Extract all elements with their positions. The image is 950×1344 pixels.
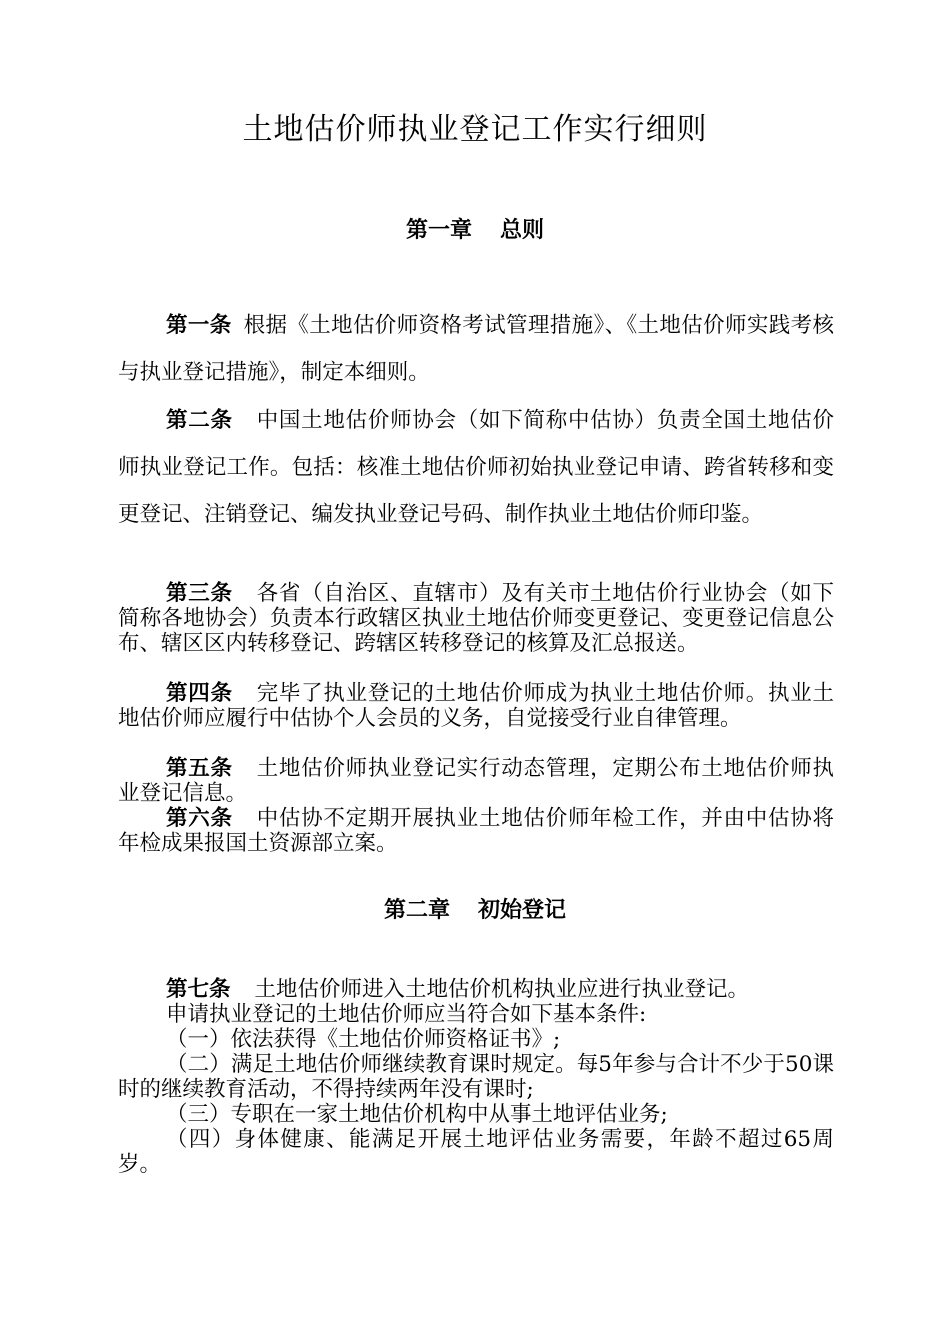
chapter-heading-2 xyxy=(0,894,950,926)
condition-item: （一）依法获得《土地估价师资格证书》; xyxy=(166,1027,561,1052)
article-label: 第六条 xyxy=(166,806,233,831)
condition-item: （三）专职在一家土地估价机构中从事土地评估业务; xyxy=(166,1102,668,1127)
chapter-number: 第一章 xyxy=(405,217,472,243)
article-text: 完毕了执业登记的土地估价师成为执业土地估价师。执业土地估价师应履行中估协个人会员的义务，自觉接受行业自律管理。 xyxy=(118,681,834,731)
article-4 xyxy=(118,681,834,731)
article-label: 第七条 xyxy=(166,977,231,1002)
chapter-name: 初始登记 xyxy=(478,897,567,923)
article-text: 中估协不定期开展执业土地估价师年检工作，并由中估协将年检成果报国土资源部立案。 xyxy=(118,806,834,856)
chapter-heading-1 xyxy=(0,214,950,246)
article-text: 土地估价师进入土地估价机构执业应进行执业登记。 xyxy=(254,977,750,1002)
article-2 xyxy=(118,397,834,538)
article-label: 第二条 xyxy=(166,408,233,433)
article-text: 中国土地估价师协会（如下简称中估协）负责全国土地估价师执业登记工作。包括：核准土地估价师初始执业登记申请、跨省转移和变更登记、注销登记、编发执业登记号码、制作执业土地估价师印鉴。 xyxy=(118,408,834,527)
condition-item: （二）满足土地估价师继续教育课时规定。每5年参与合计不少于50课时的继续教育活动，不得持续两年没有课时; xyxy=(118,1052,834,1102)
article-label: 第一条 xyxy=(166,313,232,338)
article-text: 土地估价师执业登记实行动态管理，定期公布土地估价师执业登记信息。 xyxy=(118,756,834,806)
article-5 xyxy=(118,756,834,806)
document-title: 土地估价师执业登记工作实行细则 xyxy=(242,112,708,147)
article-label: 第四条 xyxy=(166,681,233,706)
article-7 xyxy=(118,977,834,1177)
chapter-name: 总则 xyxy=(500,217,545,243)
article-6 xyxy=(118,806,834,856)
article-text: 各省（自治区、直辖市）及有关市土地估价行业协会（如下简称各地协会）负责本行政辖区执业土地估价师变更登记、变更登记信息公布、辖区区内转移登记、跨辖区转移登记的核算及汇总报送。 xyxy=(118,581,834,656)
article-1 xyxy=(118,302,834,396)
chapter-number: 第二章 xyxy=(383,897,450,923)
article-7-lead xyxy=(118,977,834,1002)
article-3 xyxy=(118,581,834,656)
article-label: 第五条 xyxy=(166,756,233,781)
article-text: 根据《土地估价师资格考试管理措施》、《土地估价师实践考核与执业登记措施》，制定本细则。 xyxy=(118,313,834,385)
condition-item: （四）身体健康、能满足开展土地评估业务需要，年龄不超过65周岁。 xyxy=(118,1127,834,1177)
article-label: 第三条 xyxy=(166,581,233,606)
article-7-intro: 申请执业登记的土地估价师应当符合如下基本条件: xyxy=(166,1002,647,1027)
